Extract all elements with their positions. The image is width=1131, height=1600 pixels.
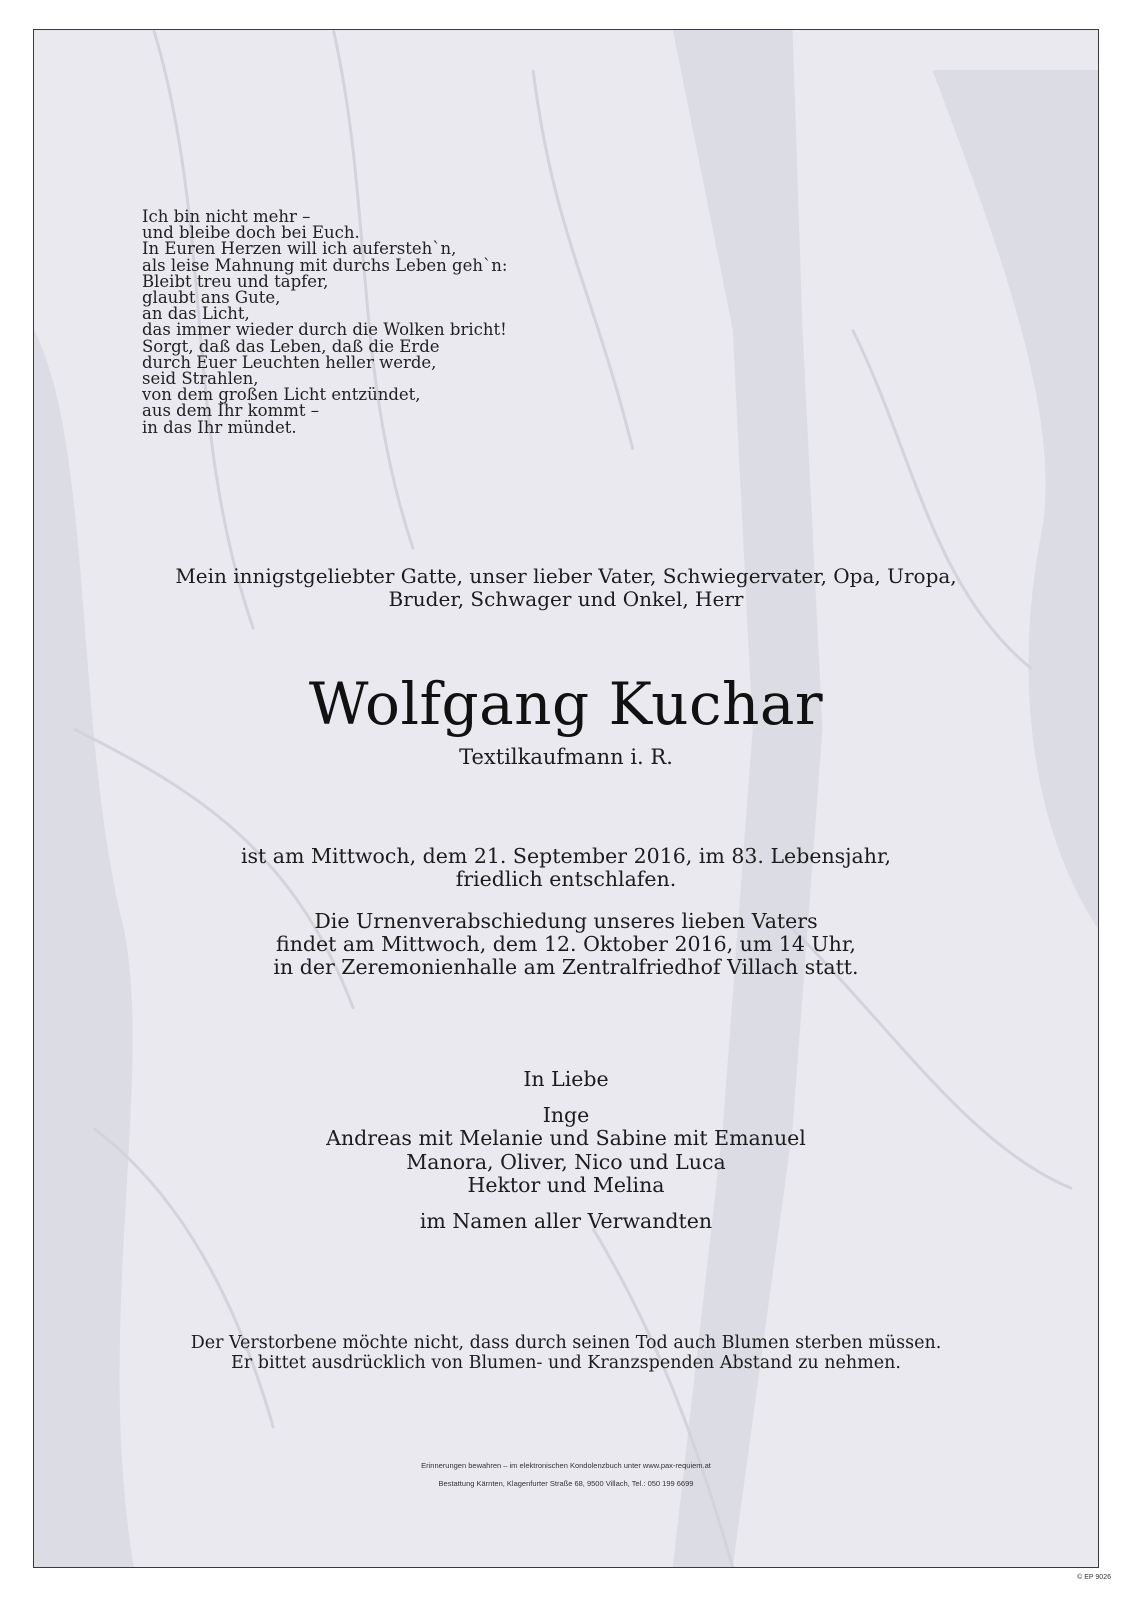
footer [34,1461,1098,1497]
mourners-opening: In Liebe [523,1067,609,1091]
poem-line: Sorgt, daß das Leben, daß die Erde [142,336,440,356]
poem-line: seid Strahlen, [142,369,259,389]
death-line: friedlich entschlafen. [455,867,677,891]
product-code: © EP 9026 [1077,1574,1111,1581]
funeral-notice [34,910,1098,979]
poem-line: durch Euer Leuchten heller werde, [142,352,437,372]
funeral-line: in der Zeremonienhalle am Zentralfriedhof Villach statt. [273,955,859,979]
mourner-line: Inge [542,1102,590,1127]
poem [142,209,507,436]
undertaker-address: Bestattung Kärnten, Klagenfurter Straße 68, 9500 Villach, Tel.: 050 199 6699 [438,1479,694,1488]
intro-line: Mein innigstgeliebter Gatte, unser lieber Vater, Schwiegervater, Opa, Uropa, [175,564,957,588]
intro-line: Bruder, Schwager und Onkel, Herr [388,587,744,611]
poem-line: und bleibe doch bei Euch. [142,223,360,243]
poem-line: das immer wieder durch die Wolken bricht! [142,320,507,340]
poem-line: als leise Mahnung mit durchs Leben geh`n: [142,255,508,275]
condolence-note: Erinnerungen bewahren – im elektronischen Kondolenzbuch unter www.pax-requiem.at [421,1461,711,1470]
flower-request [34,1334,1098,1373]
death-notice [34,845,1098,891]
funeral-line: findet am Mittwoch, dem 12. Oktober 2016, um 14 Uhr, [276,932,856,956]
mourner-line: Hektor und Melina [467,1173,665,1197]
deceased-title: Textilkaufmann i. R. [459,745,673,769]
poem-line: Ich bin nicht mehr – [142,207,311,226]
intro-text [34,565,1098,611]
mourner-line: Manora, Oliver, Nico und Luca [406,1149,726,1174]
poem-line: in das Ihr mündet. [142,417,297,437]
mourner-line: Andreas mit Melanie und Sabine mit Emanuel [326,1126,806,1150]
funeral-line: Die Urnenverabschiedung unseres lieben Vaters [314,909,818,933]
poem-line: glaubt ans Gute, [142,288,281,308]
deceased-name: Wolfgang Kuchar [308,670,824,738]
poem-line: an das Licht, [142,304,250,324]
poem-line: von dem großen Licht entzündet, [142,385,421,405]
request-line: Der Verstorbene möchte nicht, dass durch seinen Tod auch Blumen sterben müssen. [190,1333,942,1353]
poem-line: Bleibt treu und tapfer, [142,271,329,291]
poem-line: aus dem Ihr kommt – [142,401,320,421]
mourners-closing: im Namen aller Verwandten [419,1209,713,1233]
poem-line: In Euren Herzen will ich aufersteh`n, [142,239,457,259]
mourners-list [34,1068,1098,1198]
obituary-card [33,29,1099,1568]
death-line: ist am Mittwoch, dem 21. September 2016, im 83. Lebensjahr, [240,844,892,868]
request-line: Er bittet ausdrücklich von Blumen- und Kranzspenden Abstand zu nehmen. [231,1352,901,1373]
